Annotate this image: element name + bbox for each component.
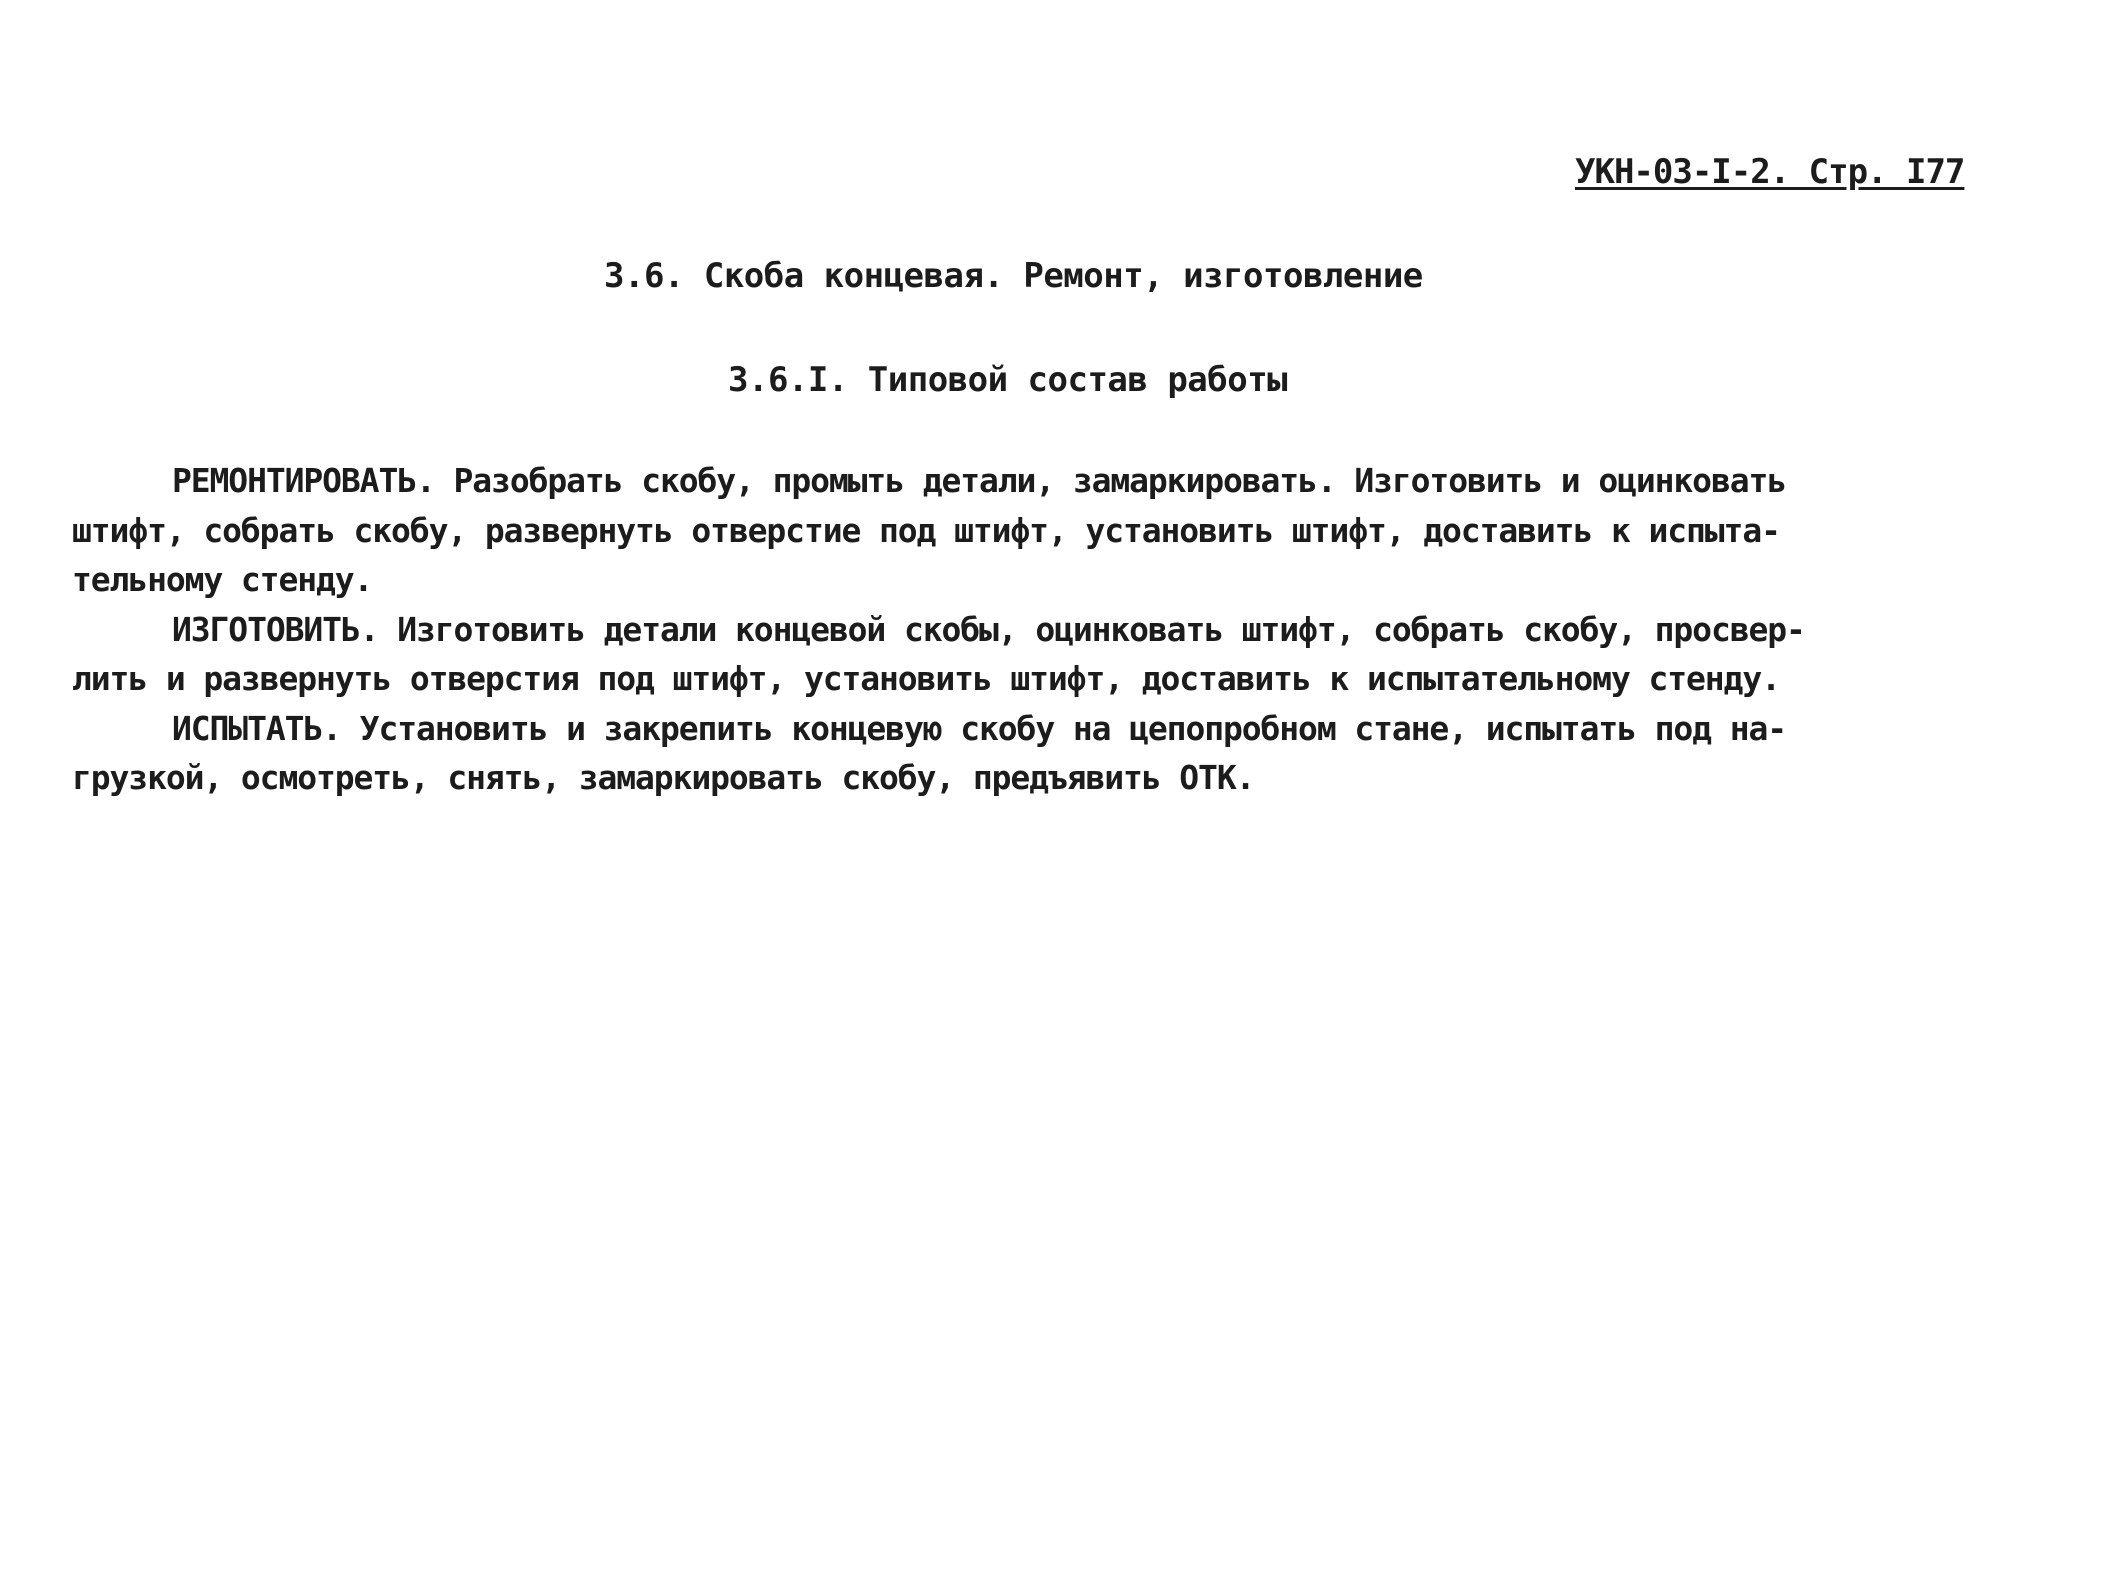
paragraph-manufacture-line-1: ИЗГОТОВИТЬ. Изготовить детали концевой скобы, оцинковать штифт, собрать скобу, просвер- bbox=[172, 609, 1805, 649]
section-title: 3.6. Скоба концевая. Ремонт, изготовление bbox=[604, 256, 1423, 296]
paragraph-test-line-1: ИСПЫТАТЬ. Установить и закрепить концевую скобу на цепопробном стане, испытать под на- bbox=[172, 708, 1787, 748]
subsection-title: 3.6.I. Типовой состав работы bbox=[728, 360, 1288, 400]
paragraph-repair-line-1: РЕМОНТИРОВАТЬ. Разобрать скобу, промыть детали, замаркировать. Изготовить и оцинковать bbox=[172, 461, 1787, 500]
work-description bbox=[72, 456, 1972, 803]
paragraph-test-line-2: грузкой, осмотреть, снять, замаркировать скобу, предъявить ОТК. bbox=[72, 758, 1255, 797]
paragraph-manufacture-line-2: лить и развернуть отверстия под штифт, установить штифт, доставить к испытательному стенду. bbox=[72, 659, 1780, 698]
paragraph-repair-line-2: штифт, собрать скобу, развернуть отверстие под штифт, установить штифт, доставить к испыта- bbox=[72, 510, 1780, 550]
document-code: УКН-03-I-2. Стр. I77 bbox=[1575, 152, 1965, 192]
paragraph-repair-line-3: тельному стенду. bbox=[72, 560, 373, 599]
